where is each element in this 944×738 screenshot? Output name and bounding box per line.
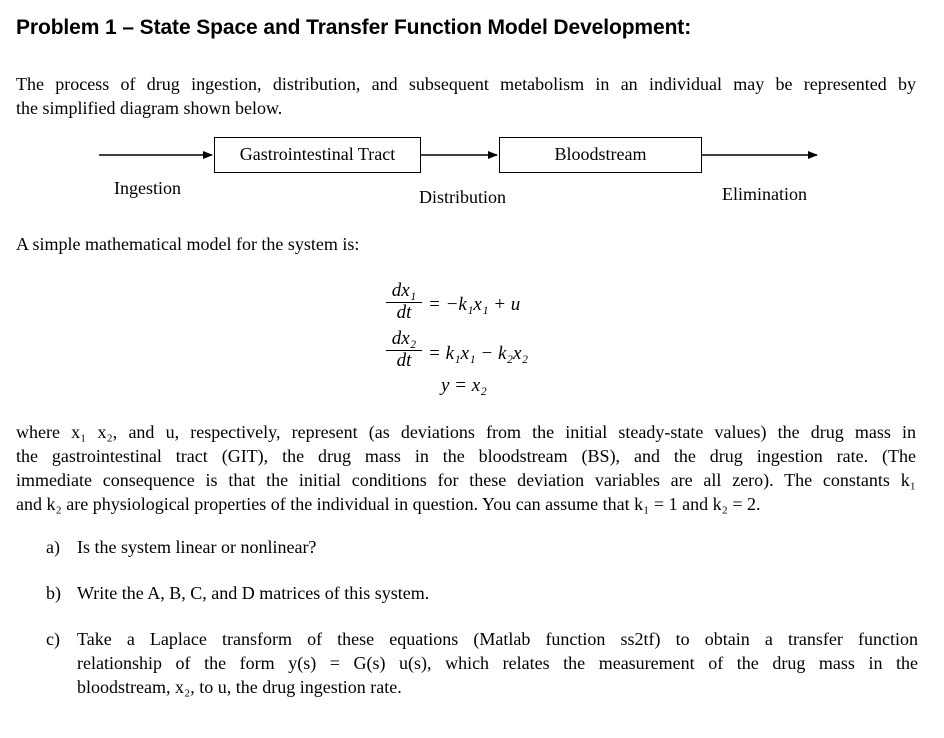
where-line-2: the gastrointestinal tract (GIT), the drug mass in the bloodstream (BS), and the drug ingestion rate. (The	[16, 446, 916, 466]
where-line-4: and k₂ are physiological properties of the individual in question. You can assume that k₁ = 1 and k₂ = 2.	[16, 494, 761, 514]
problem-title: Problem 1 – State Space and Transfer Function Model Development:	[16, 16, 692, 39]
distribution-label: Distribution	[419, 187, 507, 207]
eq2-fraction	[386, 328, 422, 371]
question-b-label: b)	[46, 583, 61, 603]
question-c-label: c)	[46, 629, 60, 649]
question-a-text: Is the system linear or nonlinear?	[77, 537, 317, 557]
question-c-line-2: relationship of the form y(s) = G(s) u(s), which relates the measurement of the drug mass in the	[77, 653, 918, 673]
eq2-denominator: dt	[396, 350, 412, 371]
eq3: y = x₂	[441, 375, 487, 396]
eq2-rhs: = k₁x₁ − k₂x₂	[428, 343, 529, 364]
elimination-label: Elimination	[722, 184, 807, 204]
where-paragraph	[16, 420, 916, 516]
eq1-numerator: dx₁	[391, 280, 417, 301]
model-intro: A simple mathematical model for the system is:	[16, 234, 360, 254]
eq1-rhs: = −k₁x₁ + u	[428, 294, 521, 315]
eq1-fraction	[386, 280, 422, 323]
intro-line-2: the simplified diagram shown below.	[16, 98, 283, 118]
eq2-numerator: dx₂	[391, 328, 417, 349]
question-c-line-3: bloodstream, x₂, to u, the drug ingestion rate.	[77, 677, 402, 697]
bloodstream-box: Bloodstream	[499, 137, 702, 173]
eq1-denominator: dt	[396, 302, 412, 323]
question-a-label: a)	[46, 537, 60, 557]
question-b-text: Write the A, B, C, and D matrices of this system.	[77, 583, 430, 603]
where-line-3: immediate consequence is that the initial conditions for these deviation variables are all zero). The constants k₁	[16, 470, 916, 490]
gastrointestinal-tract-box: Gastrointestinal Tract	[214, 137, 421, 173]
question-c-line-1: Take a Laplace transform of these equations (Matlab function ss2tf) to obtain a transfer function	[77, 629, 918, 649]
intro-line-1: The process of drug ingestion, distribution, and subsequent metabolism in an individual may be represented by	[16, 74, 916, 94]
where-line-1: where x₁ x₂, and u, respectively, represent (as deviations from the initial steady-state values) the drug mass in	[16, 422, 916, 442]
ingestion-label: Ingestion	[114, 178, 181, 198]
